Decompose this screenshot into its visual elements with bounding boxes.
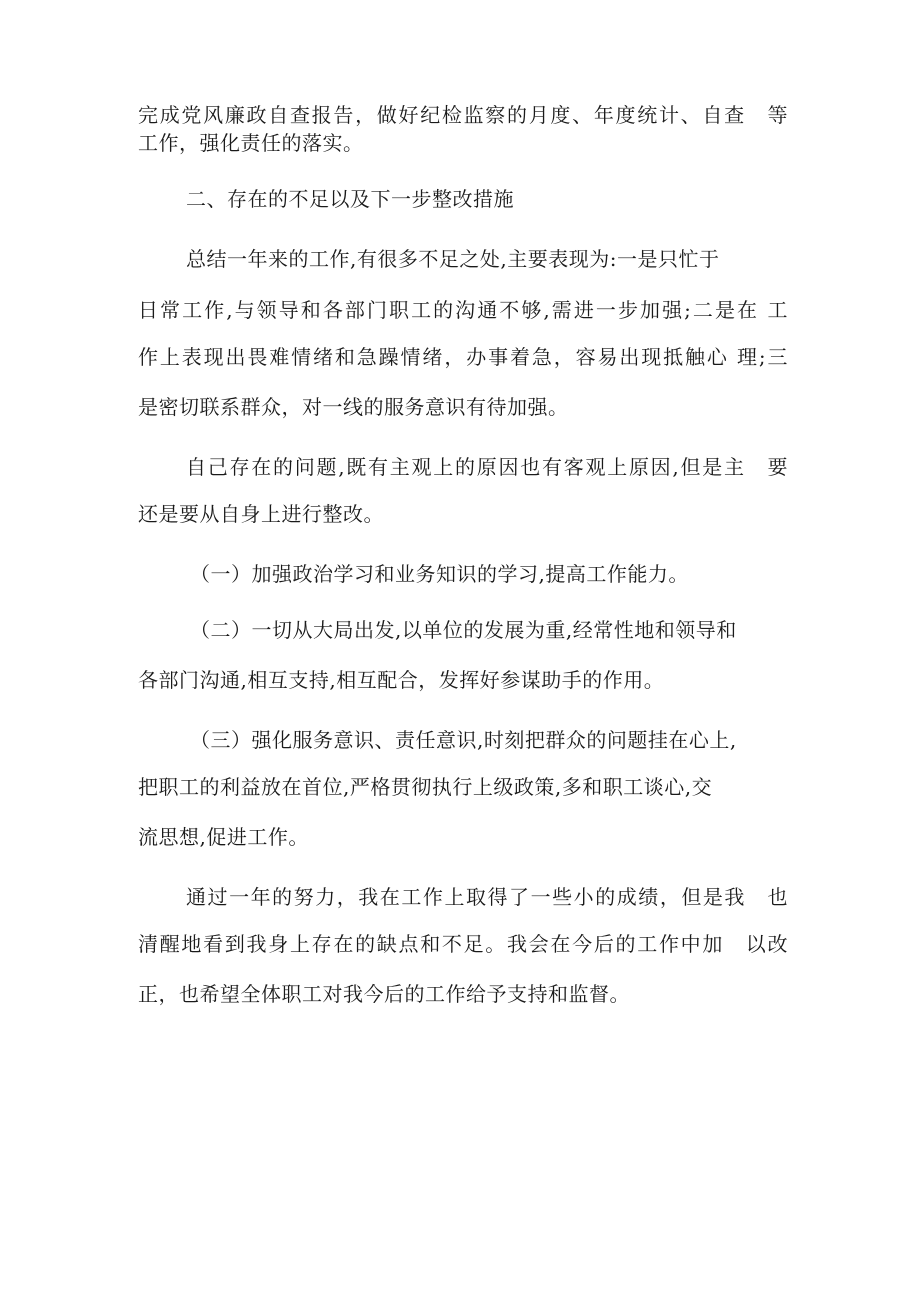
body-text-line: 通过一年的努力，我在工作上取得了一些小的成绩，但是我 也 (186, 885, 788, 909)
list-item-3: （三）强化服务意识、责任意识,时刻把群众的问题挂在心上, (190, 728, 737, 752)
list-item-1: （一）加强政治学习和业务知识的学习,提高工作能力。 (190, 562, 689, 586)
list-item-2: （二）一切从大局出发,以单位的发展为重,经常性地和领导和 (190, 618, 737, 642)
body-text-line: 作上表现出畏难情绪和急躁情绪，办事着急，容易出现抵触心 理;三 (138, 345, 788, 369)
body-text-line: 总结一年来的工作,有很多不足之处,主要表现为:一是只忙于 (186, 247, 720, 271)
body-text-line: 清醒地看到我身上存在的缺点和不足。我会在今后的工作中加 以改 (138, 932, 788, 956)
body-text-line: 各部门沟通,相互支持,相互配合，发挥好参谋助手的作用。 (138, 668, 665, 692)
body-text-line: 日常工作,与领导和各部门职工的沟通不够,需进一步加强;二是在 工 (138, 298, 788, 322)
body-text-line: 是密切联系群众，对一线的服务意识有待加强。 (138, 395, 569, 419)
body-text-line: 工作，强化责任的落实。 (138, 131, 364, 155)
body-text-line: 还是要从自身上进行整改。 (138, 502, 384, 526)
body-text-line: 正，也希望全体职工对我今后的工作给予支持和监督。 (138, 982, 630, 1006)
body-text-line: 把职工的利益放在首位,严格贯彻执行上级政策,多和职工谈心,交 (138, 775, 713, 799)
body-text-line: 完成党风廉政自查报告，做好纪检监察的月度、年度统计、自查 等 (138, 103, 788, 127)
body-text-line: 自己存在的问题,既有主观上的原因也有客观上原因,但是主 要 (186, 455, 788, 479)
body-text-line: 流思想,促进工作。 (138, 825, 309, 849)
section-heading: 二、存在的不足以及下一步整改措施 (186, 187, 514, 211)
